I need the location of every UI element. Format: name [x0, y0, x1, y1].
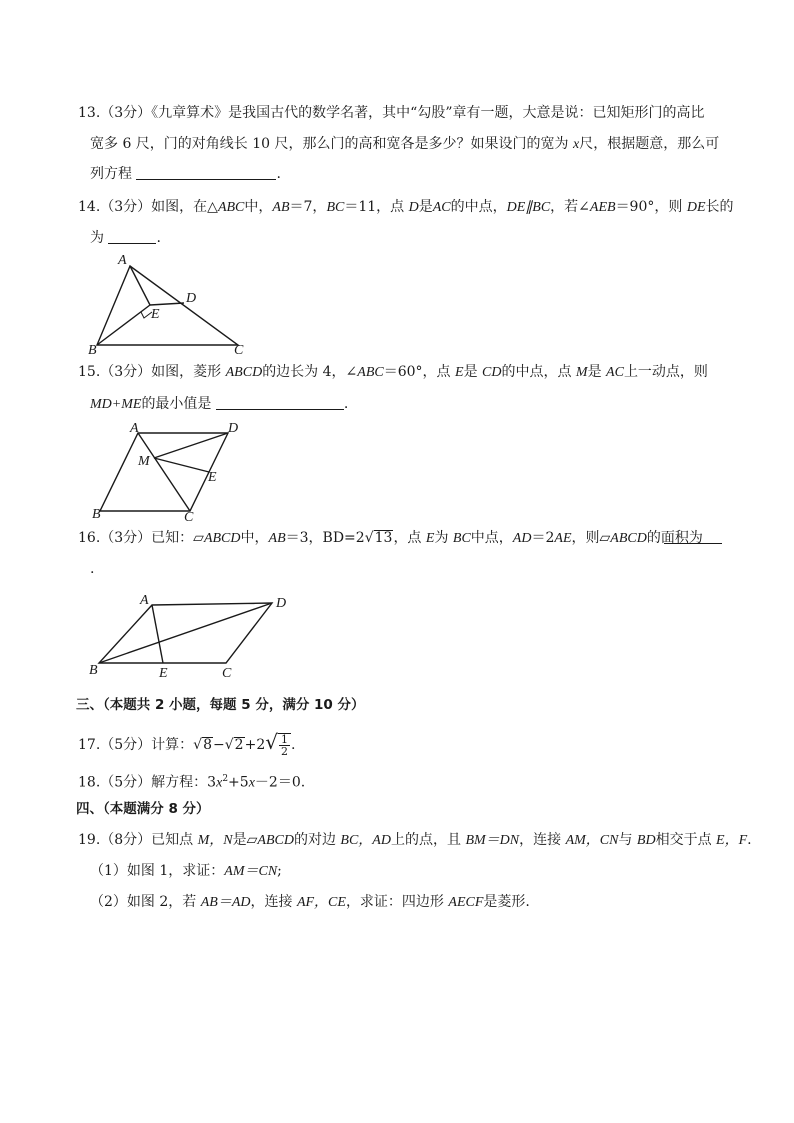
label-e: E	[208, 470, 217, 485]
segment-ed	[150, 303, 184, 305]
q16-answer-blank[interactable]	[664, 529, 722, 544]
label-a: A	[118, 253, 127, 268]
label-c: C	[234, 343, 244, 358]
label-a: A	[130, 421, 139, 436]
diagonal-ac	[138, 433, 190, 511]
q15-line-1: 15.（3分）如图，菱形 ABCD的边长为 4，∠ABC＝60°，点 E是 CD的中点，点 M是 AC上一动点，则	[78, 364, 708, 380]
label-b: B	[92, 507, 101, 522]
q19-line-1: 19.（8分）已知点 M，N是▱ABCD的对边 BC，AD上的点，且 BM＝DN，连接 AM，CN与 BD相交于点 E，F.	[78, 832, 752, 848]
q19-part-1: （1）如图 1，求证：AM＝CN;	[90, 863, 282, 879]
label-b: B	[88, 343, 97, 358]
label-m: M	[138, 454, 150, 469]
label-a: A	[140, 593, 149, 608]
q14-line-1: 14.（3分）如图，在△ABC中，AB＝7，BC＝11，点 D是AC的中点，DE∥BC，若∠AEB＝90°，则 DE长的	[78, 199, 734, 215]
q18-line: 18.（5分）解方程：$3x^2+5x-2=0$.	[78, 774, 306, 791]
q16-line-2: .	[90, 561, 95, 577]
triangle-abc	[97, 266, 238, 345]
q13-line-2: 宽多 6 尺，门的对角线长 10 尺，那么门的高和宽各是多少？如果设门的宽为 x尺，根据题意，那么可	[90, 136, 720, 152]
q15-answer-blank[interactable]	[216, 395, 344, 410]
label-d: D	[186, 291, 197, 306]
segment-ae	[152, 605, 163, 663]
label-c: C	[184, 510, 194, 525]
q19-part-2: （2）如图 2，若 AB＝AD，连接 AF，CE，求证：四边形 AECF是菱形.	[90, 894, 530, 910]
label-b: B	[89, 663, 98, 678]
q13-answer-blank[interactable]	[136, 165, 276, 180]
q16-parallelogram-figure	[86, 588, 296, 684]
q14-answer-blank[interactable]	[108, 229, 156, 244]
label-d: D	[276, 596, 287, 611]
q13-line-3: 列方程 .	[90, 166, 281, 182]
label-e: E	[159, 666, 168, 681]
q16-line-1: 16.（3分）已知：▱ABCD中，AB＝3，BD=2√13，点 E为 BC中点，AD＝2AE，则▱ABCD的面积为	[78, 530, 703, 546]
segment-ae	[130, 266, 150, 305]
q14-triangle-figure	[84, 250, 254, 356]
section-4-heading: 四、（本题满分 8 分）	[76, 801, 210, 817]
q15-rhombus-figure	[86, 418, 246, 525]
q13-line-1: 13.（3分）《九章算术》是我国古代的数学名著，其中“勾股”章有一题，大意是说：已知矩形门的高比	[78, 105, 705, 121]
q16-answer-blank-wrap	[664, 528, 722, 548]
diagonal-bd	[99, 603, 272, 663]
label-c: C	[222, 666, 232, 681]
q14-line-2: 为 .	[90, 230, 161, 246]
q15-line-2: MD+ME的最小值是 .	[90, 396, 349, 412]
label-e: E	[151, 307, 160, 322]
label-d: D	[228, 421, 239, 436]
q17-line: 17.（5分）计算：√8−√2+2√ $\frac{1}{2}$ .	[78, 730, 296, 758]
section-3-heading: 三、（本题共 2 小题，每题 5 分，满分 10 分）	[76, 697, 365, 713]
